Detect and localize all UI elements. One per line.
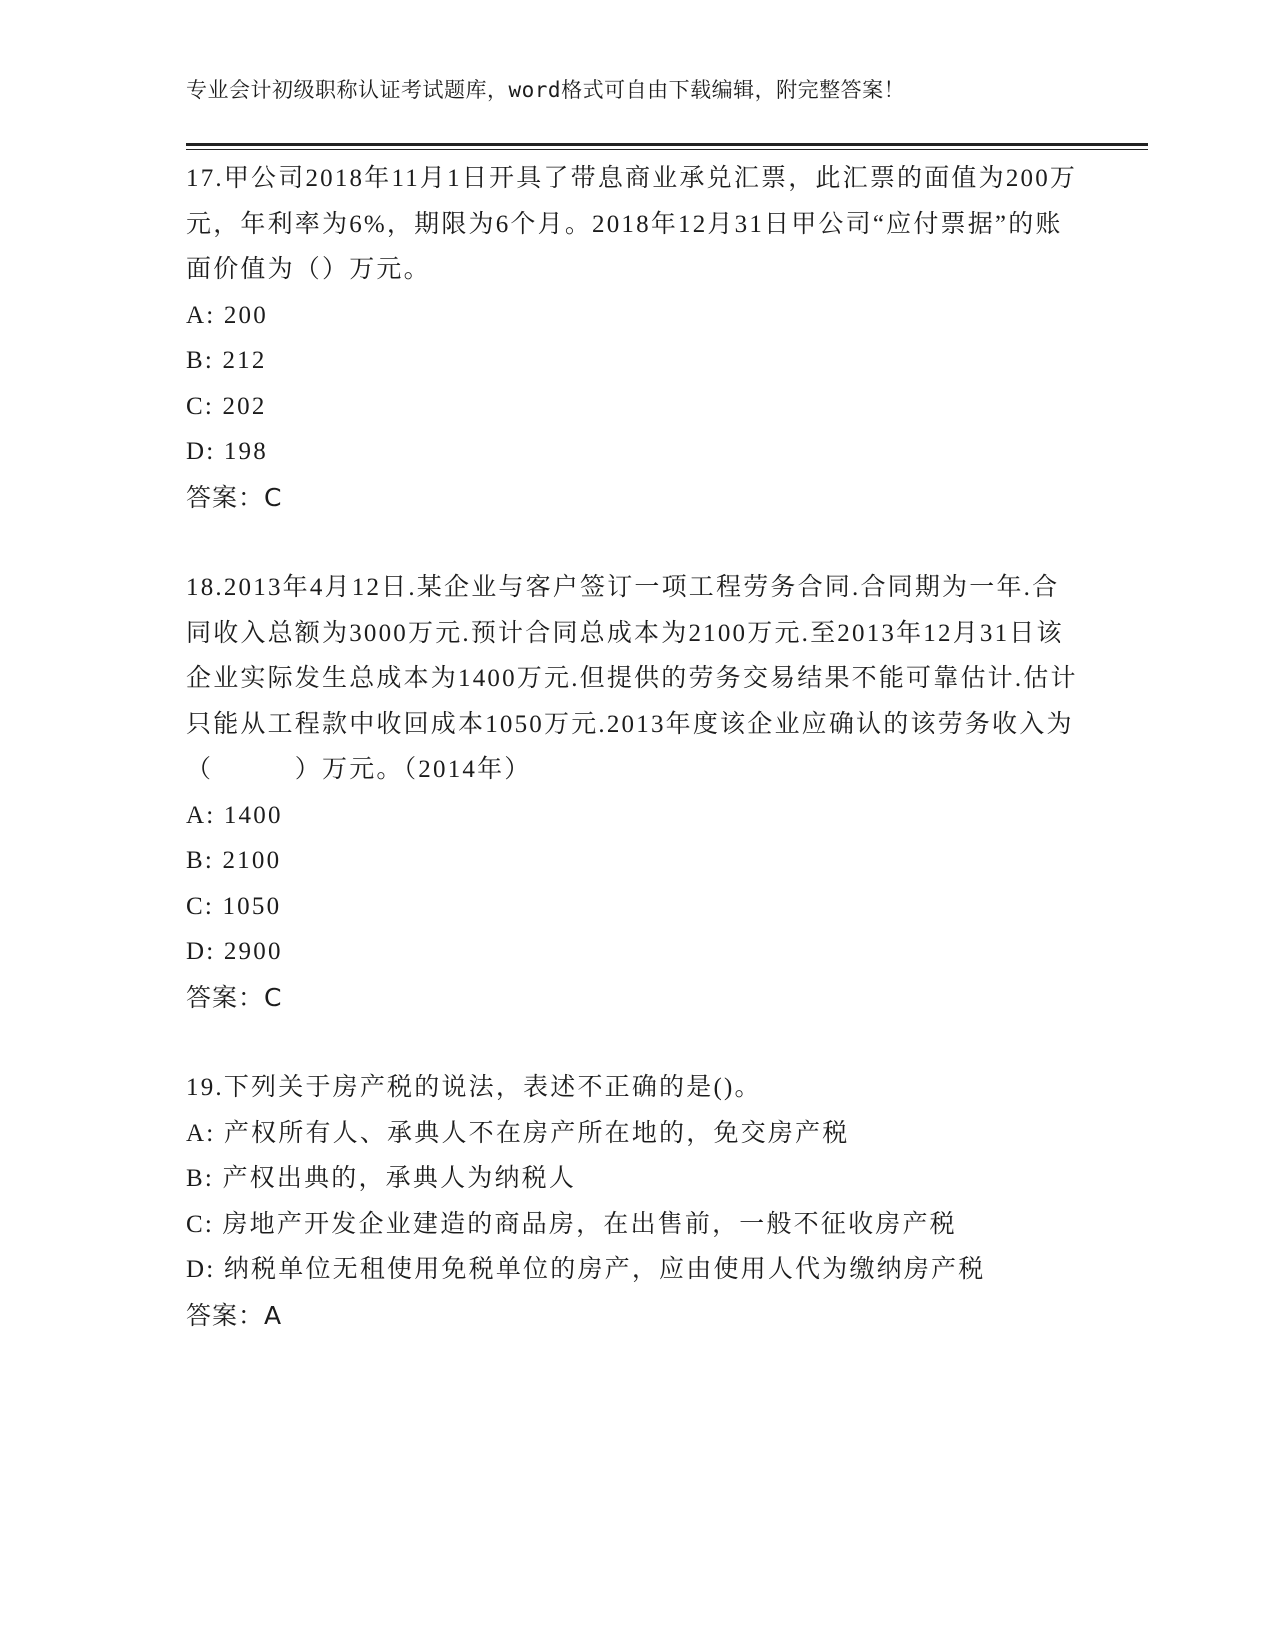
header-divider — [186, 143, 1148, 146]
option-d: D: 198 — [186, 438, 268, 465]
question-18 — [186, 565, 1086, 1020]
option-b: B: 产权出典的，承典人为纳税人 — [186, 1165, 577, 1192]
question-17 — [186, 156, 1086, 520]
option-b: B: 212 — [186, 347, 267, 374]
question-19 — [186, 1065, 1086, 1338]
option-a: A: 1400 — [186, 801, 283, 829]
option-c: C: 1050 — [186, 892, 282, 920]
header-divider-thin — [186, 149, 1148, 150]
option-d: D: 2900 — [186, 938, 283, 965]
page-header: 专业会计初级职称认证考试题库，word格式可自由下载编辑，附完整答案！ — [186, 78, 906, 102]
question-text: 18.2013年4月12日.某企业与客户签订一项工程劳务合同.合同期为一年.合同收入总额为3000万元.预计合同总成本为2100万元.至2013年12月31日该企业实际发生总成本为1400万元.但提供的劳务交易结果不能可靠估计.估计只能从工程款中收回成本1050万元.2013年度该企业应确认的该劳务收入为（ ）万元。（2014年） — [186, 574, 1078, 783]
option-d: D: 纳税单位无租使用免税单位的房产，应由使用人代为缴纳房产税 — [186, 1256, 986, 1283]
option-c: C: 202 — [186, 392, 267, 420]
option-a: A: 200 — [186, 301, 268, 329]
question-text: 19.下列关于房产税的说法，表述不正确的是()。 — [186, 1074, 762, 1101]
question-list — [186, 156, 1086, 1383]
answer: 答案：C — [186, 482, 283, 512]
question-text: 17.甲公司2018年11月1日开具了带息商业承兑汇票，此汇票的面值为200万元，年利率为6%，期限为6个月。2018年12月31日甲公司“应付票据”的账面价值为（）万元。 — [186, 165, 1078, 283]
option-a: A: 产权所有人、承典人不在房产所在地的，免交房产税 — [186, 1119, 850, 1147]
option-c: C: 房地产开发企业建造的商品房，在出售前，一般不征收房产税 — [186, 1210, 957, 1238]
answer: 答案：A — [186, 1300, 283, 1330]
option-b: B: 2100 — [186, 847, 282, 874]
answer: 答案：C — [186, 982, 283, 1012]
